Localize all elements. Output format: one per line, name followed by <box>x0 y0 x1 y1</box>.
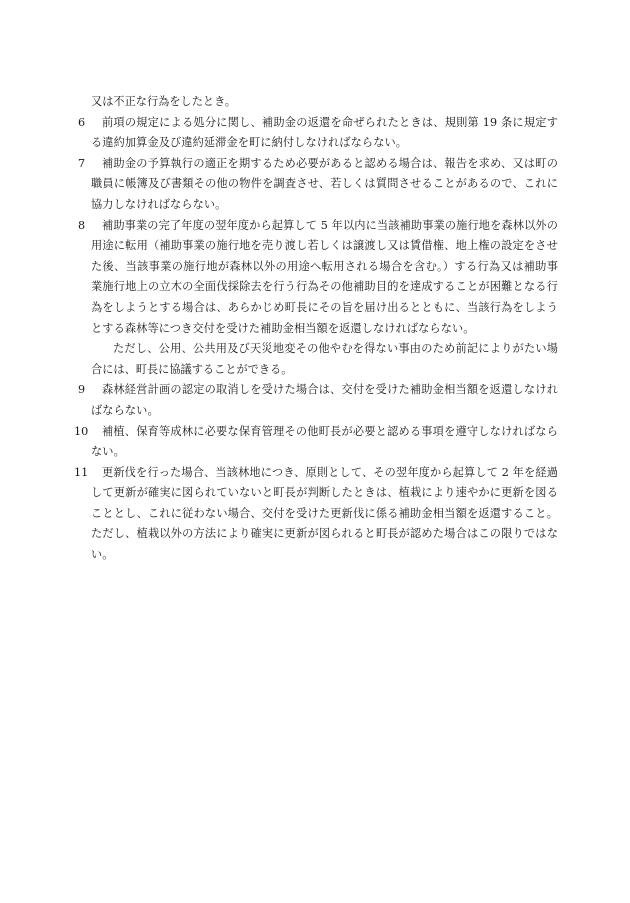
clause-number: 9 <box>78 383 86 397</box>
clause-text: 補植、保育等成林に必要な保育管理その他町長が必要と認める事項を遵守しなければならない。 <box>91 424 558 459</box>
clause-text: 補助事業の完了年度の翌年度から起算して 5 年以内に当該補助事業の施行地を森林以外の用途に転用（補助事業の施行地を売り渡し若しくは譲渡し又は賃借権、地上権の設定をさせた後、当該事業の施行地が森林以外の用途へ転用される場合を含む。）する行為又は補助事業施行地上の立木の全面伐採除去を行う行為その他補助目的を達成することが困難となる行為をしようとする場合は、あらかじめ町長にその旨を届け出るとともに、当該行為をしようとする森林等につき交付を受けた補助金相当額を返還しなければならない。 <box>91 218 558 335</box>
clause-9 <box>78 380 558 421</box>
clause-text: 補助金の予算執行の適正を期するため必要があると認める場合は、報告を求め、又は町の職員に帳簿及び書類その他の物件を調査させ、若しくは質問させることがあるので、これに協力しなければならない。 <box>91 156 558 211</box>
conditions-text <box>74 92 558 566</box>
clause-proviso: ただし、公用、公共用及び天災地変その他やむを得ない事由のため前記によりがたい場合には、町長に協議することができる。 <box>91 342 558 376</box>
clause-number: 7 <box>78 156 86 170</box>
clause-text: 森林経営計画の認定の取消しを受けた場合は、交付を受けた補助金相当額を返還しなければならない。 <box>91 383 558 417</box>
clause-number: 8 <box>78 218 86 232</box>
clause-8 <box>78 216 558 381</box>
continuation-line: 又は不正な行為をしたとき。 <box>91 95 236 108</box>
clause-number: 6 <box>78 115 86 129</box>
clause-number: 11 <box>74 465 89 479</box>
clause-text: 前項の規定による処分に関し、補助金の返還を命ぜられたときは、規則第 19 条に規定する違約加算金及び違約延滞金を町に納付しなければならない。 <box>91 115 558 150</box>
clause-number: 10 <box>74 424 89 438</box>
clause-11 <box>74 463 558 566</box>
clause-6 <box>78 113 558 154</box>
clause-10 <box>74 422 558 463</box>
clause-text: 更新伐を行った場合、当該林地につき、原則として、その翌年度から起算して 2 年を経過して更新が確実に図られていないと町長が判断したときは、植栽により速やかに更新を図ることとし、これに従わない場合、交付を受けた更新伐に係る補助金相当額を返還すること。ただし、植栽以外の方法により確実に更新が図られると町長が認めた場合はこの限りではない。 <box>91 465 558 562</box>
clause-7 <box>78 154 558 216</box>
